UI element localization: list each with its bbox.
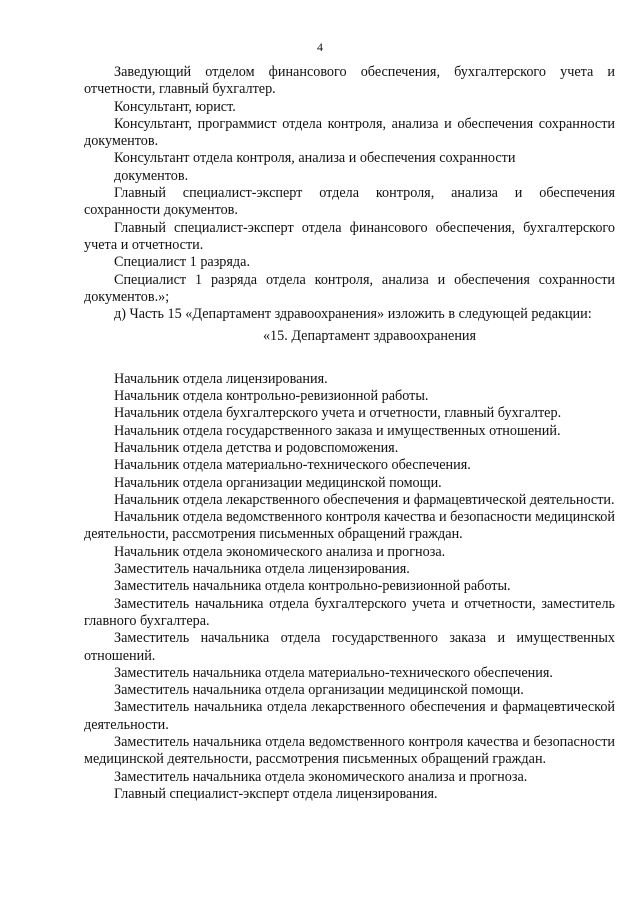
paragraph: Главный специалист-эксперт отдела контроля, анализа и обеспечения сохранности документов.: [84, 185, 615, 219]
paragraph: Заведующий отделом финансового обеспечения, бухгалтерского учета и отчетности, главный бухгалтер.: [84, 64, 615, 98]
paragraph: Заместитель начальника отдела государственного заказа и имущественных отношений.: [84, 630, 615, 664]
paragraph: Заместитель начальника отдела экономического анализа и прогноза.: [114, 768, 528, 785]
paragraph-hanging: [84, 150, 615, 185]
paragraph: Консультант, программист отдела контроля, анализа и обеспечения сохранности документов.: [84, 115, 615, 150]
document-body: [84, 64, 615, 803]
paragraph: Начальник отдела детства и родовспоможения.: [114, 439, 399, 456]
paragraph: Начальник отдела ведомственного контроля качества и безопасности медицинской деятельности, рассмотрения письменных обращений граждан.: [84, 509, 615, 543]
paragraph: д) Часть 15 «Департамент здравоохранения» изложить в следующей редакции:: [114, 306, 592, 323]
paragraph: Заместитель начальника отдела ведомственного контроля качества и безопасности медицинской деятельности, рассмотрения письменных обращений граждан.: [84, 733, 615, 768]
paragraph: Начальник отдела бухгалтерского учета и отчетности, главный бухгалтер.: [114, 405, 562, 422]
paragraph: Специалист 1 разряда.: [114, 254, 250, 271]
paragraph-line: документов.: [114, 167, 189, 184]
paragraph: Начальник отдела организации медицинской помощи.: [114, 474, 442, 491]
paragraph: Главный специалист-эксперт отдела финансового обеспечения, бухгалтерского учета и отчетности.: [84, 219, 615, 253]
paragraph: Начальник отдела лекарственного обеспечения и фармацевтической деятельности.: [114, 491, 615, 508]
paragraph: Начальник отдела контрольно-ревизионной работы.: [114, 388, 429, 405]
paragraph: Начальник отдела материально-технического обеспечения.: [114, 457, 471, 474]
paragraph: Заместитель начальника отдела бухгалтерского учета и отчетности, заместитель главного бухгалтера.: [84, 595, 615, 629]
paragraph: Заместитель начальника отдела материально-технического обеспечения.: [114, 664, 553, 681]
paragraph: Заместитель начальника отдела лекарственного обеспечения и фармацевтической деятельности.: [84, 699, 615, 733]
paragraph: Заместитель начальника отдела лицензирования.: [114, 561, 410, 578]
paragraph: Специалист 1 разряда отдела контроля, анализа и обеспечения сохранности документов.»;: [84, 271, 615, 305]
paragraph: Начальник отдела экономического анализа и прогноза.: [114, 543, 446, 560]
page-number: 4: [317, 40, 323, 54]
paragraph: Начальник отдела лицензирования.: [114, 370, 328, 387]
paragraph: Главный специалист-эксперт отдела лицензирования.: [114, 785, 438, 802]
section-heading: «15. Департамент здравоохранения: [262, 328, 477, 345]
paragraph-line: Консультант отдела контроля, анализа и обеспечения сохранности: [114, 150, 516, 167]
paragraph: Консультант, юрист.: [114, 98, 236, 115]
paragraph: Начальник отдела государственного заказа и имущественных отношений.: [114, 422, 561, 439]
paragraph: Заместитель начальника отдела организации медицинской помощи.: [114, 682, 524, 699]
paragraph: Заместитель начальника отдела контрольно-ревизионной работы.: [114, 578, 511, 595]
